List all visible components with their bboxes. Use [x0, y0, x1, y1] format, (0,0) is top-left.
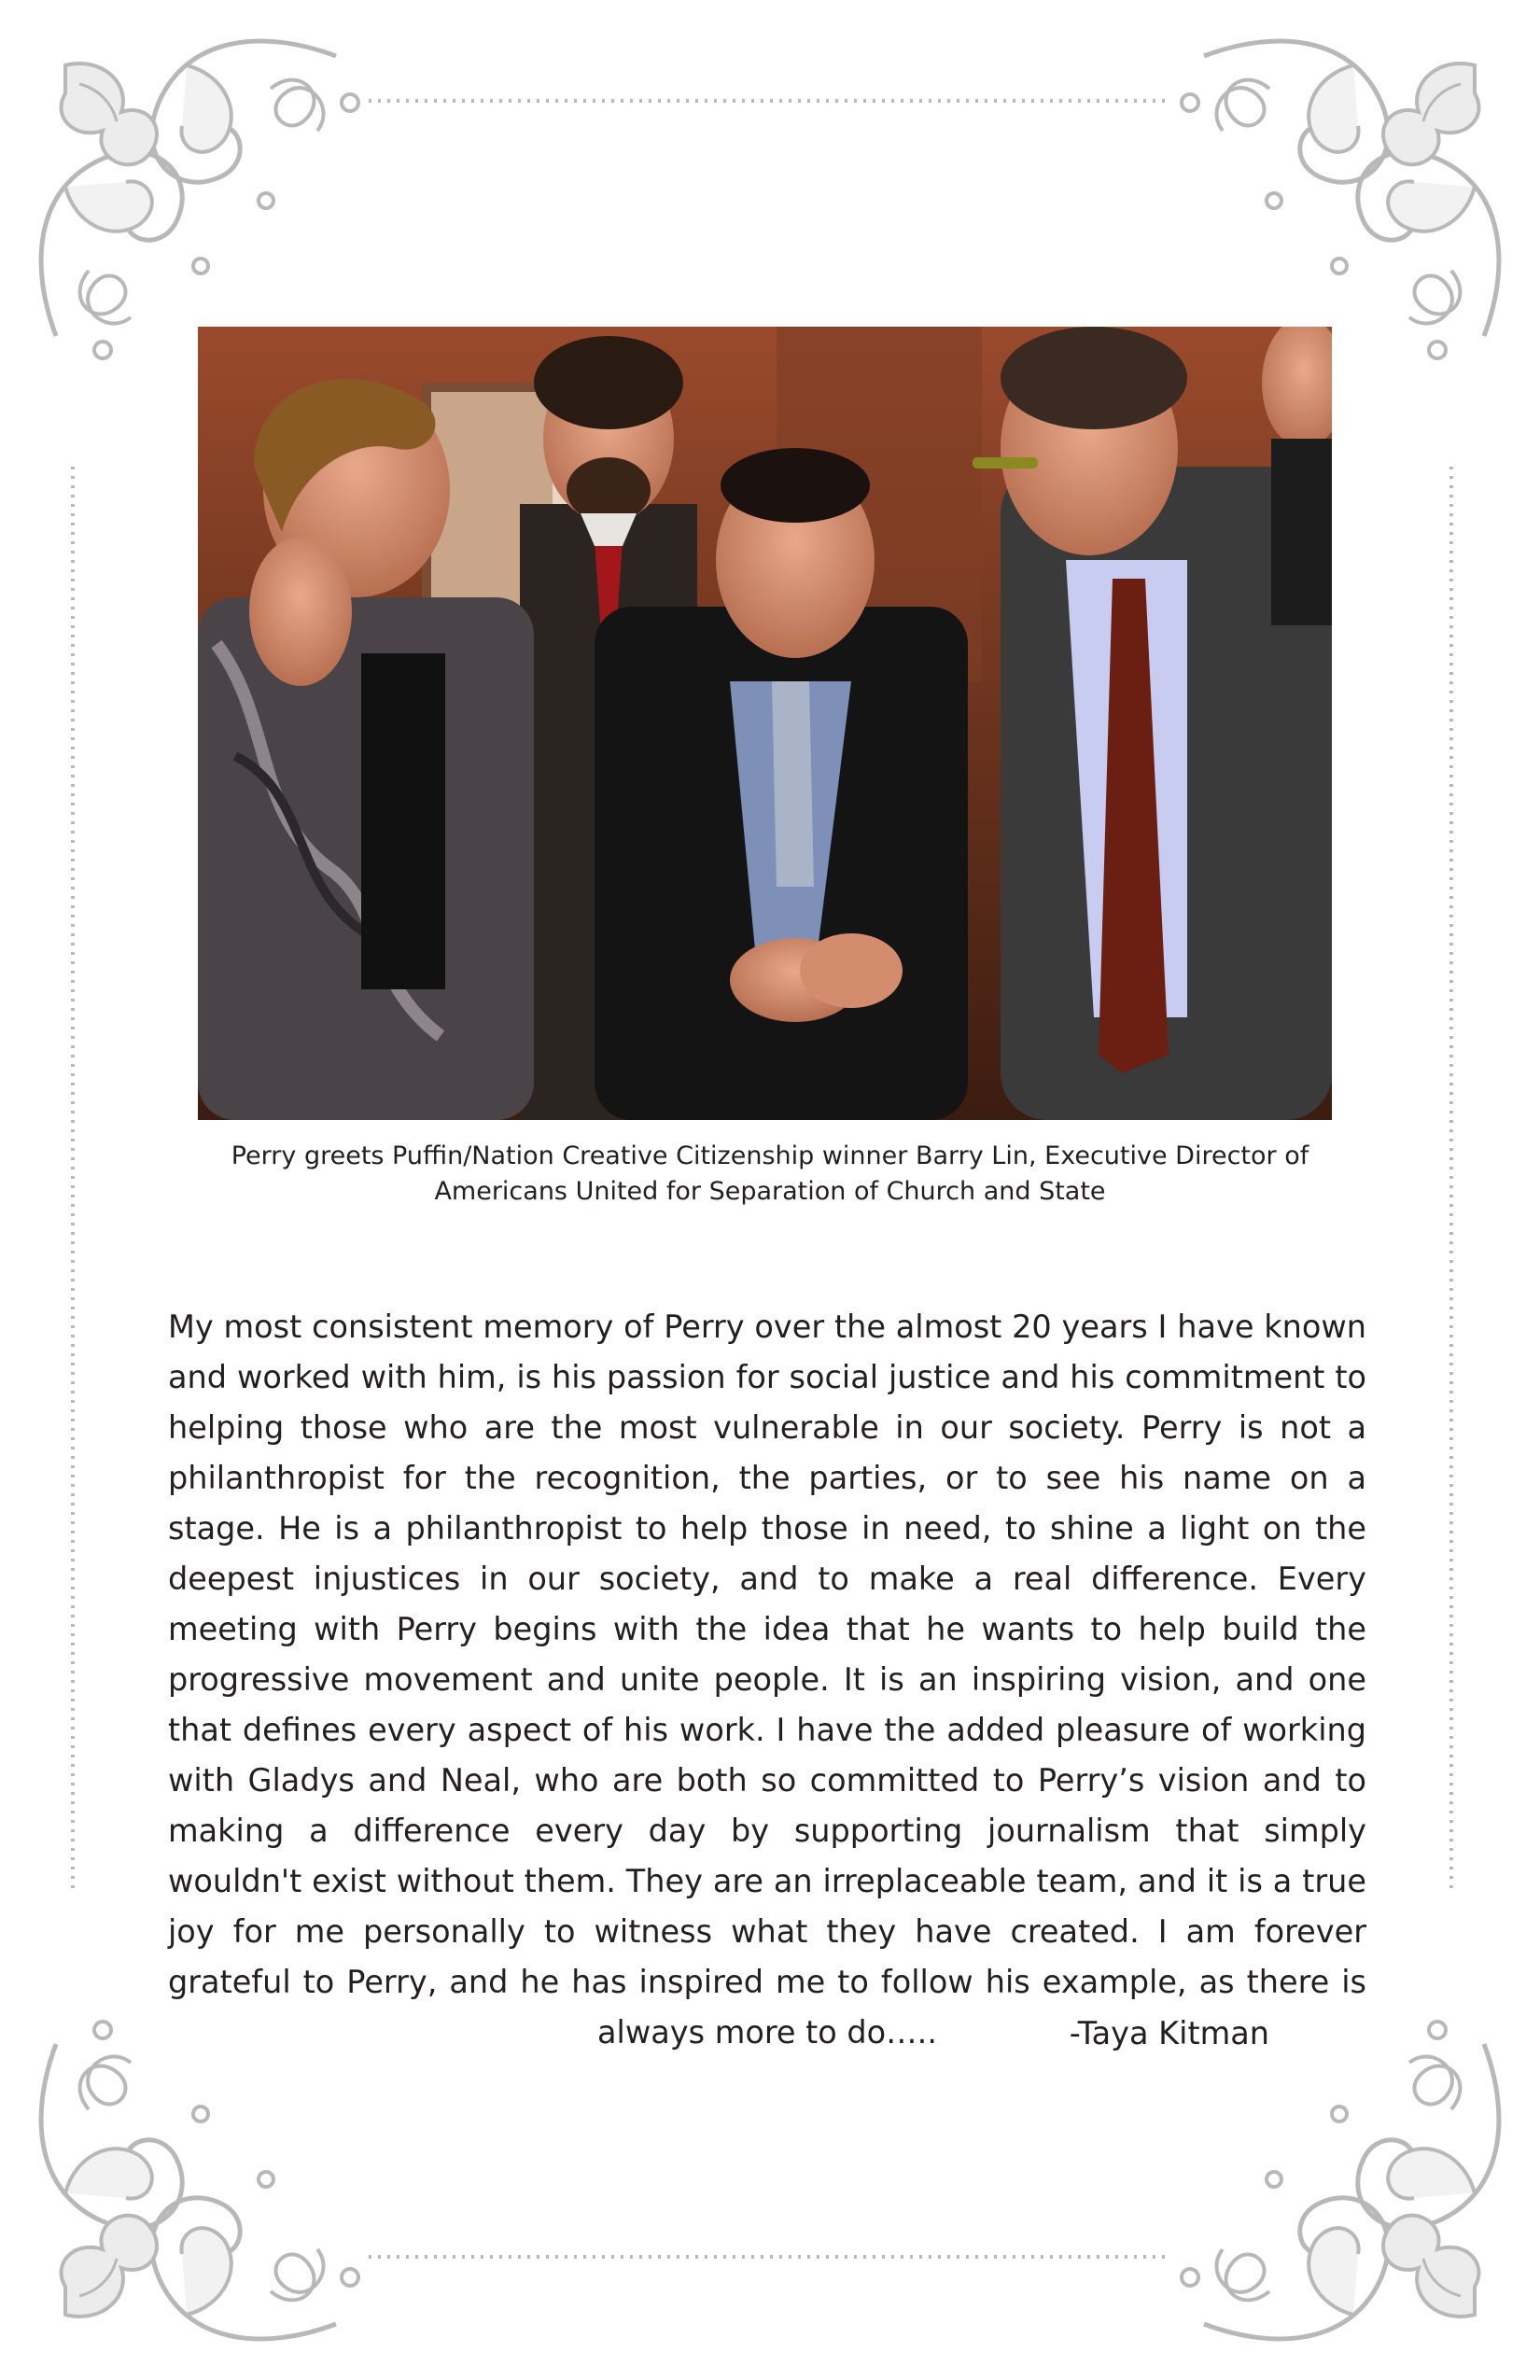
author-signature: -Taya Kitman — [1069, 2015, 1269, 2051]
event-photo-scene — [198, 327, 1332, 1120]
photo-caption — [140, 1139, 1400, 1210]
caption-line-1: Perry greets Puffin/Nation Creative Citizenship winner Barry Lin, Executive Director of — [231, 1141, 1309, 1170]
event-photo — [198, 327, 1332, 1120]
tribute-paragraph: My most consistent memory of Perry over the almost 20 years I have known and worked with him, is his passion for social justice and his commitment to helping those who are the most vulnerable in our society. Perry is not a philanthropist for the recognition, the parties, or to see his name on a stage. He is a philanthropist to help those in need, to shine a light on the deepest injustices in our society, and to make a real difference. Every meeting with Perry begins with the idea that he wants to help build the progressive movement and unite people. It is an inspiring vision, and one that defines every aspect of his work. I have the added pleasure of working with Gladys and Neal, who are both so committed to Perry’s vision and to making a difference every day by supporting journalism that simply wouldn't exist without them. They are an irreplaceable team, and it is a true joy for me personally to witness what they have created. I am forever grateful to Perry, and he has inspired me to follow his example, as there is always more to do….. — [168, 1309, 1366, 2051]
caption-line-2: Americans United for Separation of Church and State — [434, 1177, 1106, 1206]
